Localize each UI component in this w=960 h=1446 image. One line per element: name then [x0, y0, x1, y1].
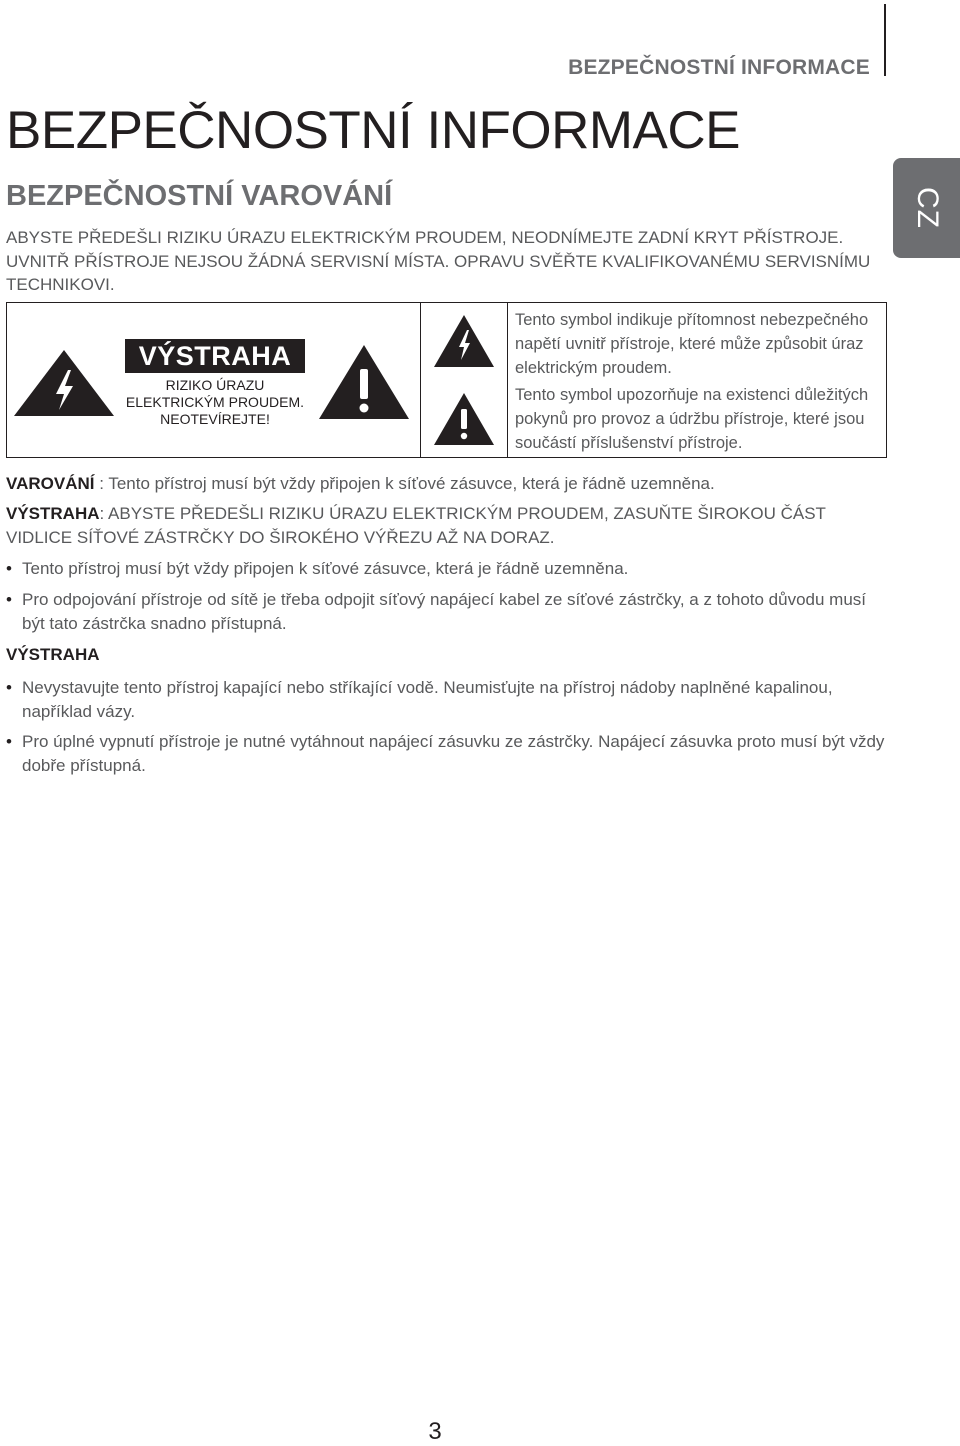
intro-warning: ABYSTE PŘEDEŠLI RIZIKU ÚRAZU ELEKTRICKÝM PROUDEM, NEODNÍMEJTE ZADNÍ KRYT PŘÍSTROJE. UVNITŘ PŘÍSTROJE NEJSOU ŽÁDNÁ SERVISNÍ MÍSTA. OPRAVU SVĚŘTE KVALIFIKOVANÉMU SERVISNÍMU TECHNIKOVI. [6, 228, 871, 294]
page-title: BEZPEČNOSTNÍ INFORMACE [6, 101, 741, 160]
grounding-warning-text: : Tento přístroj musí být vždy připojen k síťové zásuvce, která je řádně uzemněna. [94, 474, 715, 493]
list-item: • Pro úplné vypnutí přístroje je nutné vytáhnout napájecí zásuvku ze zástrčky. Napájecí zásuvka proto musí být vždy dobře přístupná. [6, 732, 885, 775]
running-header: BEZPEČNOSTNÍ INFORMACE [568, 56, 870, 79]
bullet-icon: • [6, 678, 12, 697]
lightning-warning-icon [12, 348, 116, 418]
page-number: 3 [428, 1418, 442, 1445]
box-divider [420, 303, 421, 457]
caution-label-head: VÝSTRAHA [125, 339, 305, 373]
caution-subheading: VÝSTRAHA [6, 645, 100, 664]
caution-label-line1: RIZIKO ÚRAZU [165, 377, 265, 393]
grounding-warning-label: VAROVÁNÍ [6, 474, 95, 493]
plug-caution-label: VÝSTRAHA [6, 504, 100, 523]
bullet-icon: • [6, 590, 12, 609]
exclamation-symbol-icon [432, 391, 496, 447]
language-tab-label: CZ [910, 187, 944, 229]
lightning-symbol-icon [432, 313, 496, 369]
list-item: • Pro odpojování přístroje od sítě je třeba odpojit síťový napájecí kabel ze síťové zástrčky, a z tohoto důvodu musí být tato zástrčka snadno přístupná. [6, 590, 867, 633]
bullet-icon: • [6, 732, 12, 751]
lightning-symbol-description: Tento symbol indikuje přítomnost nebezpečného napětí uvnitř přístroje, které může způsobit úraz elektrickým proudem. [515, 311, 869, 377]
header-rule [884, 4, 886, 76]
language-tab [893, 158, 960, 258]
box-divider [507, 303, 508, 457]
list-item: • Tento přístroj musí být vždy připojen k síťové zásuvce, která je řádně uzemněna. [6, 557, 886, 581]
bullet-icon: • [6, 559, 12, 578]
exclamation-warning-icon [317, 343, 411, 421]
plug-caution-text: : ABYSTE PŘEDEŠLI RIZIKU ÚRAZU ELEKTRICKÝM PROUDEM, ZASUŇTE ŠIROKOU ČÁST VIDLICE SÍŤOVÉ ZÁSTRČKY DO ŠIROKÉHO VÝŘEZU AŽ NA DORAZ. [6, 504, 826, 547]
grounding-warning [6, 472, 886, 496]
exclamation-symbol-description: Tento symbol upozorňuje na existenci důležitých pokynů pro provoz a údržbu přístroje, které jsou součástí příslušenství přístroje. [515, 386, 869, 452]
caution-label [125, 339, 305, 428]
caution-label-line3: NEOTEVÍREJTE! [160, 411, 270, 427]
plug-caution [6, 502, 886, 550]
list-item: • Nevystavujte tento přístroj kapající nebo stříkající vodě. Neumisťujte na přístroj nádoby naplněné kapalinou, například vázy. [6, 678, 833, 721]
caution-label-line2: ELEKTRICKÝM PROUDEM. [125, 394, 305, 410]
section-title: BEZPEČNOSTNÍ VAROVÁNÍ [6, 180, 393, 212]
